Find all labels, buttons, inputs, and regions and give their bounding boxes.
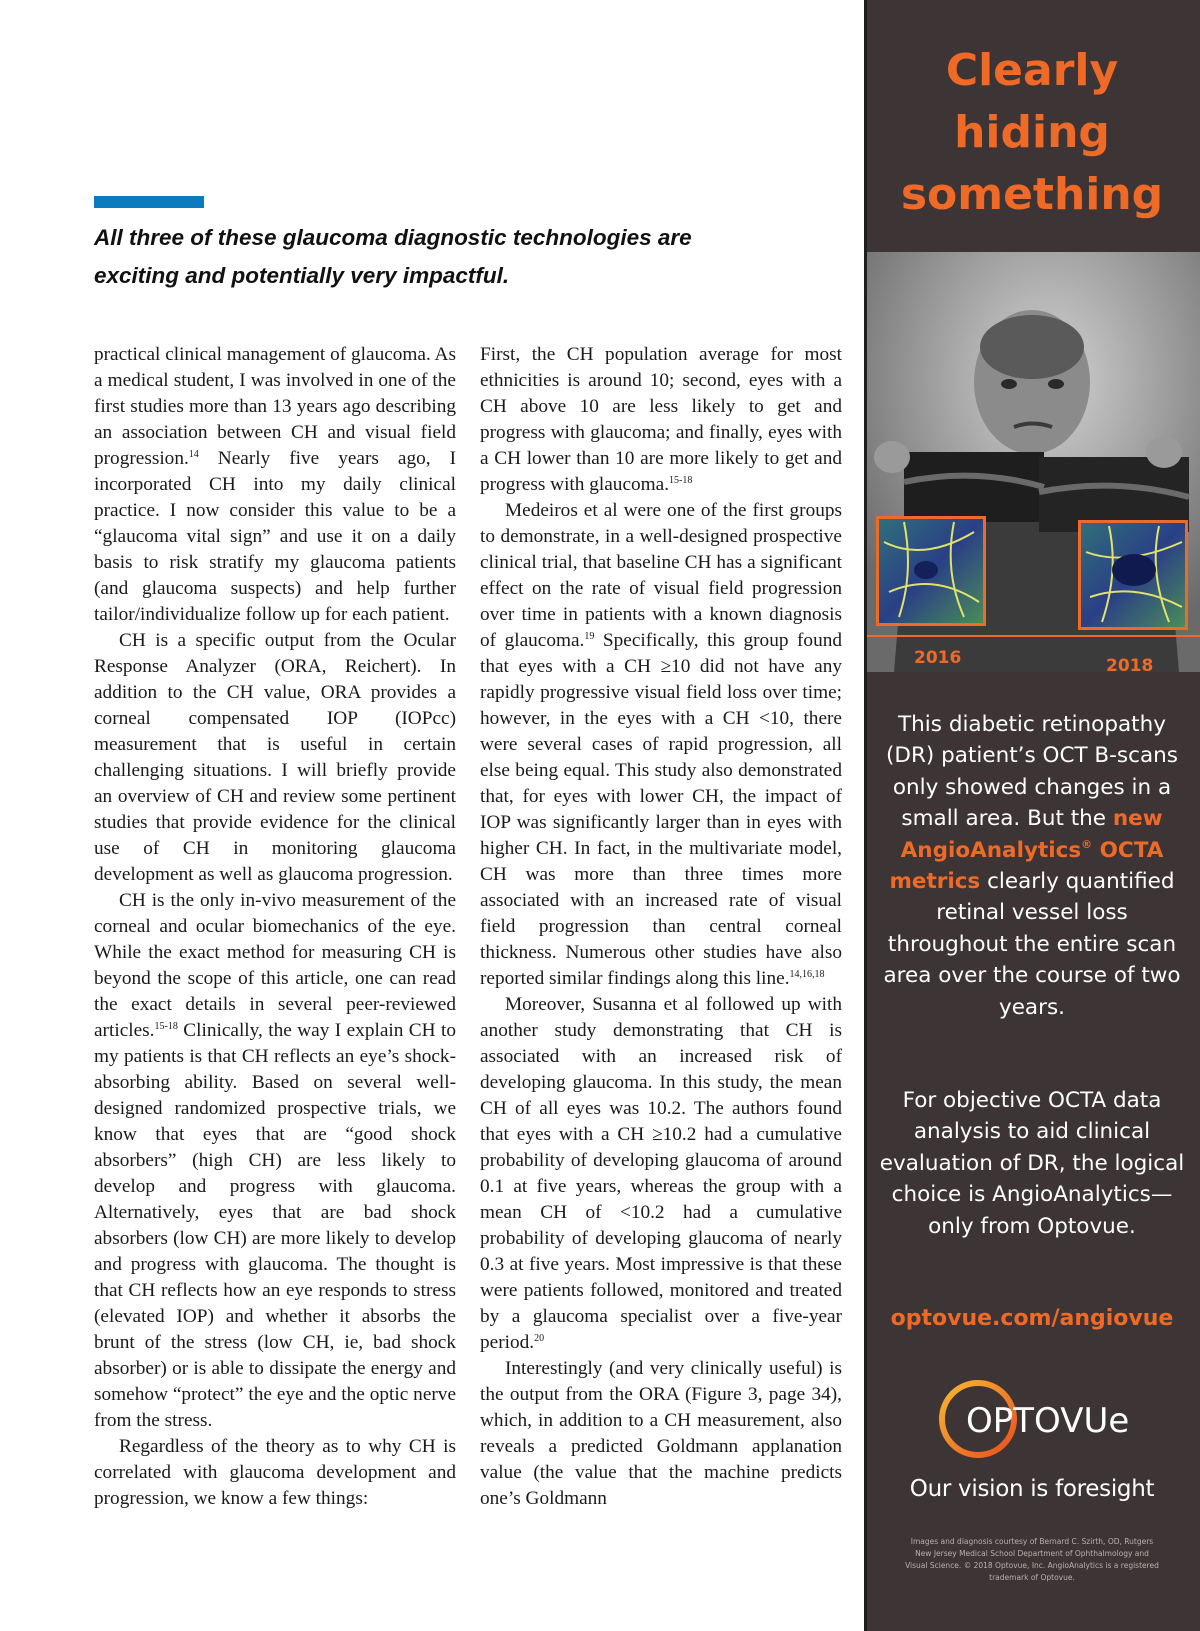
paragraph: CH is the only in-vivo measurement of the corneal and ocular biomechanics of the eye. While the exact method for measuring CH is beyond the scope of this article, one can read the exact details in several peer-reviewed articles.$^{15-18}$ Clinically, the way I explain CH to my patients is that CH reflects an eye’s shock-absorbing ability. Based on several well-designed randomized prospective trials, we know that eyes that are “good shock absorbers” (high CH) are less likely to develop and progress with glaucoma. Alternatively, eyes that are bad shock absorbers (low CH) are more likely to develop and progress with glaucoma. The thought is that CH reflects how an eye responds to stress (elevated IOP) and whether it absorbs the brunt of the stress (low CH, ie, bad shock absorber) or is able to dissipate the energy and somehow “protect” the eye and the optic nerve from the stress. — [94, 890, 456, 1431]
pull-quote-line-2: exciting and potentially very impactful. — [94, 263, 510, 288]
ad-photo — [864, 252, 1200, 672]
paragraph: CH is a specific output from the Ocular Response Analyzer (ORA, Reichert). In addition to the CH value, ORA provides a corneal compensated IOP (IOPcc) measurement that is useful in certain challenging situations. I will briefly provide an overview of CH and review some pertinent studies that provide evidence for the clinical use of CH in monitoring glaucoma development as well as glaucoma progression. — [94, 630, 456, 885]
ad-body-text-2: For objective OCTA data analysis to aid clinical evaluation of DR, the logical choice is AngioAnalytics— only from Optovue. — [879, 1088, 1185, 1239]
ad-body-text: This diabetic retinopathy (DR) patient’s OCT B-scans only showed changes in a small area. But the new AngioAnalytics® OCTA metrics clearly quantified retinal vessel loss throughout the entire scan area over the course of two years. — [883, 712, 1181, 1020]
paragraph: Regardless of the theory as to why CH is correlated with glaucoma development and progression, we know a few things: — [94, 1436, 456, 1509]
article-column-right — [480, 342, 842, 1512]
reference: 15-18 — [154, 1021, 178, 1032]
paragraph: Interestingly (and very clinically useful) is the output from the ORA (Figure 3, page 34), which, in addition to a CH measurement, also reveals a predicted Goldmann applanation value (the value that the machine predicts one’s Goldmann — [480, 1358, 842, 1509]
ad-fine-print: Images and diagnosis courtesy of Bernard C. Szirth, OD, Rutgers New Jersey Medical School Department of Ophthalmology and Visual Science. © 2018 Optovue, Inc. AngioAnalytics is a registered trademark of Optovue. — [905, 1537, 1159, 1582]
paragraph: practical clinical management of glaucoma. As a medical student, I was involved in one of the first studies more than 13 years ago describing an association between CH and visual field progression.$^{14}$ Nearly five years ago, I incorporated CH into my daily clinical practice. I now consider this value to be a “glaucoma vital sign” and use it on a daily basis to risk stratify my glaucoma patients (and glaucoma suspects) and help further tailor/individualize follow up for each patient. — [94, 344, 456, 625]
scan-year-left: 2016 — [914, 648, 962, 668]
advertisement — [864, 0, 1200, 1631]
pull-quote-line-1: All three of these glaucoma diagnostic technologies are — [94, 225, 692, 250]
patient-with-scans-image — [864, 252, 1200, 672]
column-divider — [864, 0, 867, 1631]
optovue-logo — [936, 1374, 1136, 1464]
ad-url-link[interactable]: optovue.com/angiovue — [890, 1306, 1174, 1331]
reference: 19 — [584, 631, 595, 642]
ad-tagline: Our vision is foresight — [909, 1476, 1155, 1502]
article-column-left — [94, 342, 456, 1512]
reference: 14 — [188, 449, 199, 460]
svg-text:OPTOVUe: OPTOVUe — [966, 1401, 1130, 1441]
accent-bar — [94, 196, 204, 208]
pull-quote — [94, 219, 814, 295]
paragraph: Medeiros et al were one of the first groups to demonstrate, in a well-designed prospective clinical trial, that baseline CH has a significant effect on the rate of visual field progression over time in patients with a known diagnosis of glaucoma.$^{19}$ Specifically, this group found that eyes with a CH ≥10 did not have any rapidly progressive visual field loss over time; however, in the eyes with a CH <10, there were several cases of rapid progression, all else being equal. This study also demonstrated that, for eyes with lower CH, the impact of IOP was significantly larger than in eyes with higher CH. In fact, in the multivariate model, CH was more than three times more associated with an increased rate of visual field progression than central corneal thickness. Numerous other studies have also reported similar findings along this line.$^{14,16,18}$ — [480, 500, 842, 989]
paragraph: Moreover, Susanna et al followed up with another study demonstrating that CH is associated with an increased risk of developing glaucoma. In this study, the mean CH of all eyes was 10.2. The authors found that eyes with a CH ≥10.2 had a cumulative probability of developing glaucoma of around 0.1 at five years, whereas the group with a mean CH of <10.2 had a cumulative probability of developing glaucoma of nearly 0.3 at five years. Most impressive is that these were patients followed, monitored and treated by a glaucoma specialist over a five-year period.$^{20}$ — [480, 994, 842, 1353]
scan-year-right: 2018 — [1106, 656, 1154, 672]
ad-headline: Clearly hiding something — [900, 45, 1164, 220]
reference: 20 — [534, 1333, 545, 1344]
reference: 15-18 — [669, 475, 693, 486]
paragraph: First, the CH population average for most ethnicities is around 10; second, eyes with a CH above 10 are less likely to get and progress with glaucoma; and finally, eyes with a CH lower than 10 are more likely to get and progress with glaucoma.$^{15-18}$ — [480, 344, 842, 495]
reference: 14,16,18 — [789, 969, 825, 980]
